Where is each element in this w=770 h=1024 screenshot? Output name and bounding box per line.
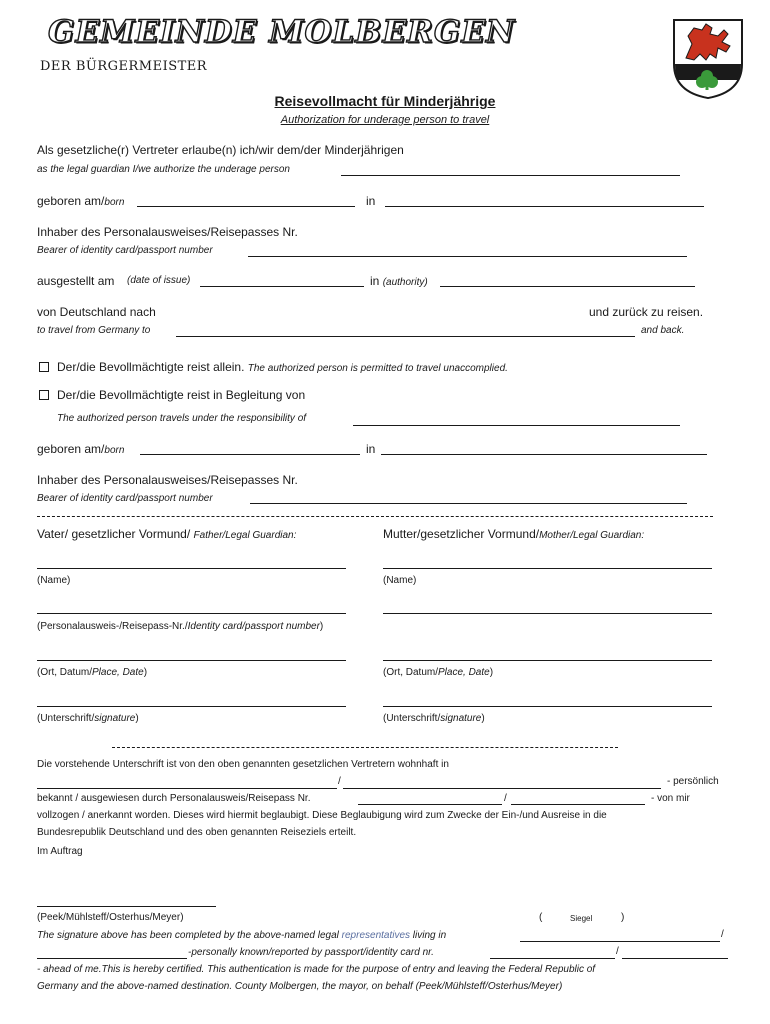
accompanied-label: Der/die Bevollmächtigte reist in Begleitung von <box>57 388 306 402</box>
cert-passport-field-1[interactable] <box>358 804 502 805</box>
guardian-statement-en: as the legal guardian I/we authorize the underage person <box>37 164 290 175</box>
father-heading <box>37 527 296 541</box>
companion-in-label: in <box>366 442 376 456</box>
mother-place-close: ) <box>489 667 494 678</box>
cert-line-4: vollzogen / anerkannt worden. Dieses wird hiermit beglaubigt. Diese Beglaubigung wird zum Zwecke der Ein-/und Ausreise in die <box>37 810 607 821</box>
passport-number-field[interactable] <box>248 256 687 257</box>
cert-line-1: Die vorstehende Unterschrift ist von den oben genannten gesetzlichen Vertretern wohnhaft in <box>37 759 449 770</box>
mother-place-label <box>383 667 493 678</box>
mother-place-en: Place, Date <box>438 667 490 678</box>
cert-slash-2: / <box>504 793 507 804</box>
mother-name-field[interactable] <box>383 568 712 569</box>
passport-label-en: Identity card/passport number <box>187 621 320 632</box>
cert-line-3: bekannt / ausgewiesen durch Personalausweis/Reisepass Nr. <box>37 793 311 804</box>
municipality-title: GEMEINDE MOLBERGEN <box>48 14 516 50</box>
companion-born-label <box>37 442 124 456</box>
birth-place-field[interactable] <box>385 206 704 207</box>
cert-en-1b: representatives <box>341 930 411 941</box>
cert-en-1a: The signature above has been completed by the above-named legal <box>37 930 342 941</box>
mother-heading-en: Mother/Legal Guardian: <box>539 530 645 541</box>
cert-en-residence-field[interactable] <box>520 941 720 942</box>
seal-close: ) <box>621 912 625 923</box>
accompanied-label-en: The authorized person travels under the responsibility of <box>57 413 307 424</box>
father-sig-de: (Unterschrift/ <box>37 713 95 724</box>
authority-en: (authority) <box>382 277 428 288</box>
issued-label-en: (date of issue) <box>127 275 191 286</box>
father-passport-field[interactable] <box>37 613 346 614</box>
issued-label: ausgestellt am <box>37 274 115 288</box>
father-place-label <box>37 667 147 678</box>
father-name-label: (Name) <box>37 575 71 586</box>
in-label: in <box>366 194 376 208</box>
father-place-de: (Ort, Datum/ <box>37 667 93 678</box>
guardian-statement: Als gesetzliche(r) Vertreter erlaube(n) ich/wir dem/der Minderjährigen <box>37 143 404 157</box>
father-signature-label <box>37 713 139 724</box>
passport-label-de: (Personalausweis-/Reisepass-Nr./ <box>37 621 188 632</box>
companion-born-en: born <box>104 445 125 456</box>
cert-passport-field-2[interactable] <box>511 804 645 805</box>
authority-label <box>370 274 428 288</box>
mother-signature-label <box>383 713 485 724</box>
mother-signature-field[interactable] <box>383 706 712 707</box>
cert-von-mir: - von mir <box>651 793 690 804</box>
mother-name-label: (Name) <box>383 575 417 586</box>
cert-en-3: - ahead of me.This is hereby certified. This authentication is made for the purpose of entry and leaving the Federal Republic of <box>37 964 596 975</box>
father-place-date-field[interactable] <box>37 660 346 661</box>
holder-label-en: Bearer of identity card/passport number <box>37 245 213 256</box>
seal-open: ( <box>539 912 543 923</box>
authority-in: in <box>370 274 380 288</box>
residence-field-2[interactable] <box>343 788 661 789</box>
companion-holder-label: Inhaber des Personalausweises/Reisepasses Nr. <box>37 473 298 487</box>
travel-label-en: to travel from Germany to <box>37 325 151 336</box>
father-sig-en: signature <box>94 713 136 724</box>
mother-sig-de: (Unterschrift/ <box>383 713 441 724</box>
official-signature-field[interactable] <box>37 906 216 907</box>
cert-en-1 <box>37 930 446 941</box>
companion-birth-date-field[interactable] <box>140 454 360 455</box>
mother-place-date-field[interactable] <box>383 660 712 661</box>
travel-alone-label <box>57 360 508 374</box>
holder-label: Inhaber des Personalausweises/Reisepasses Nr. <box>37 225 298 239</box>
issue-date-field[interactable] <box>200 286 364 287</box>
cert-en-4: Germany and the above-named destination. County Molbergen, the mayor, on behalf (Peek/Mühlsteff/Osterhus/Meyer) <box>37 981 563 992</box>
cert-en-slash-1: / <box>721 929 724 940</box>
residence-field-1[interactable] <box>37 788 337 789</box>
cert-en-passport-field-1[interactable] <box>490 958 615 959</box>
companion-name-field[interactable] <box>353 425 680 426</box>
office-subtitle: DER BÜRGERMEISTER <box>40 59 208 74</box>
return-label: und zurück zu reisen. <box>589 305 704 319</box>
companion-holder-label-en: Bearer of identity card/passport number <box>37 493 213 504</box>
father-place-en: Place, Date <box>92 667 144 678</box>
companion-passport-field[interactable] <box>250 503 687 504</box>
travel-alone-checkbox[interactable] <box>39 362 49 372</box>
document-subtitle: Authorization for underage person to travel <box>280 114 490 126</box>
cert-slash-1: / <box>338 776 341 787</box>
authority-field[interactable] <box>440 286 695 287</box>
cert-line-5: Bundesrepublik Deutschland und des oben genannten Reiseziels erteilt. <box>37 827 357 838</box>
cert-en-residence-field-2[interactable] <box>37 958 187 959</box>
officials-label: (Peek/Mühlsteff/Osterhus/Meyer) <box>37 912 184 923</box>
minor-name-field[interactable] <box>341 175 680 176</box>
cert-en-passport-field-2[interactable] <box>622 958 728 959</box>
travel-label: von Deutschland nach <box>37 305 156 319</box>
destination-field[interactable] <box>176 336 635 337</box>
coat-of-arms-icon <box>672 18 744 100</box>
born-label-en: born <box>104 197 125 208</box>
mother-sig-en: signature <box>440 713 482 724</box>
mother-passport-field[interactable] <box>383 613 712 614</box>
cert-en-1c: living in <box>410 930 447 941</box>
cert-persoenlich: - persönlich <box>667 776 719 787</box>
passport-label <box>37 621 323 632</box>
back-label-en: and back. <box>641 325 685 336</box>
document-title: Reisevollmacht für Minderjährige <box>274 93 496 109</box>
mother-heading-de: Mutter/gesetzlicher Vormund/ <box>383 527 540 541</box>
cert-line-6: Im Auftrag <box>37 846 83 857</box>
mother-sig-close: ) <box>481 713 485 724</box>
birth-date-field[interactable] <box>137 206 355 207</box>
passport-label-close: ) <box>319 621 324 632</box>
certification-divider <box>112 747 618 748</box>
mother-heading <box>383 527 644 541</box>
accompanied-checkbox[interactable] <box>39 390 49 400</box>
companion-birth-place-field[interactable] <box>381 454 707 455</box>
companion-born-de: geboren am/ <box>37 442 105 456</box>
born-label <box>37 194 124 208</box>
cert-en-slash-2: / <box>616 946 619 957</box>
father-heading-en: Father/Legal Guardian: <box>193 530 297 541</box>
father-name-field[interactable] <box>37 568 346 569</box>
father-signature-field[interactable] <box>37 706 346 707</box>
travel-alone-en: The authorized person is permitted to travel unaccomplied. <box>247 363 508 374</box>
travel-alone-de: Der/die Bevollmächtigte reist allein. <box>57 360 245 374</box>
father-heading-de: Vater/ gesetzlicher Vormund/ <box>37 527 194 541</box>
father-sig-close: ) <box>135 713 139 724</box>
father-place-close: ) <box>143 667 148 678</box>
cert-en-2: -personally known/reported by passport/identity card nr. <box>188 947 434 958</box>
section-divider <box>37 516 713 517</box>
mother-place-de: (Ort, Datum/ <box>383 667 439 678</box>
born-label-de: geboren am/ <box>37 194 105 208</box>
seal-label: Siegel <box>570 914 593 923</box>
